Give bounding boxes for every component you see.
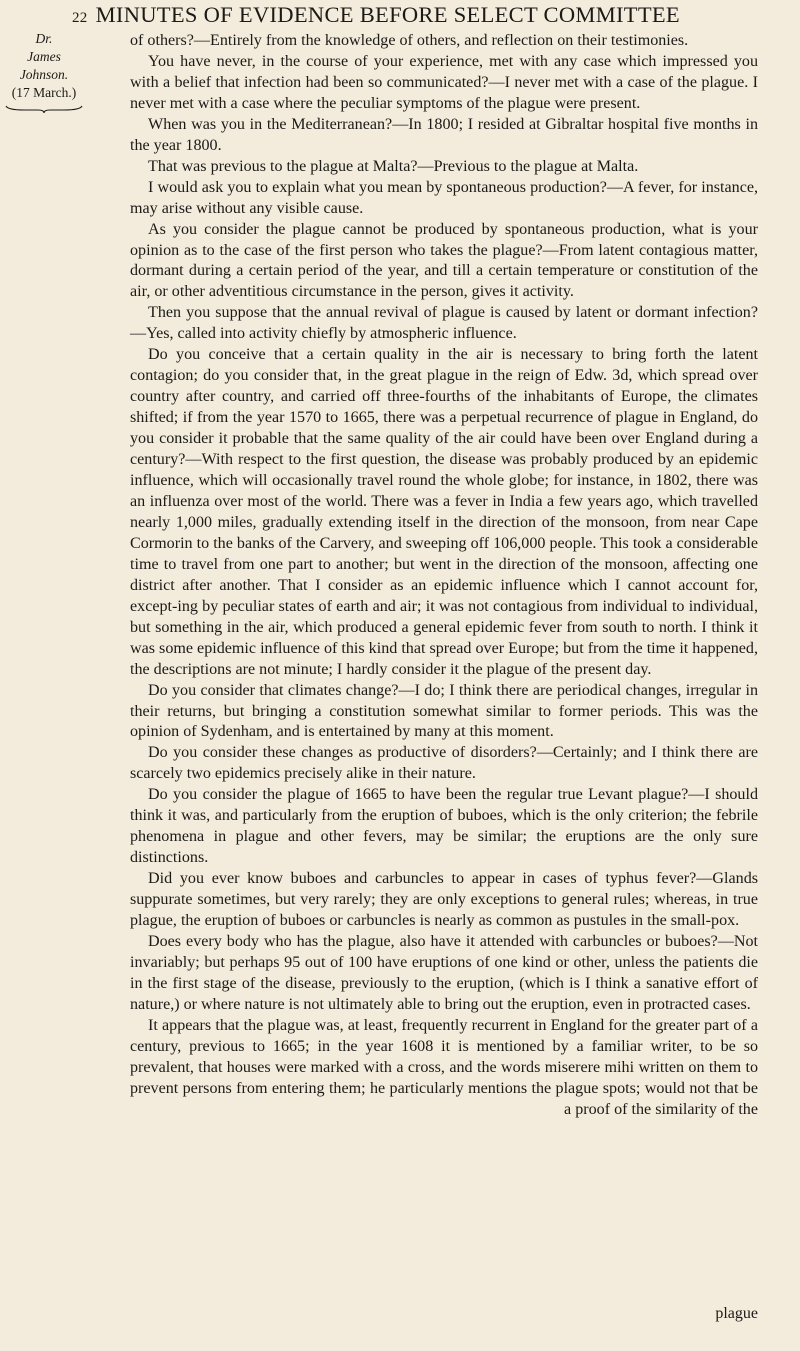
margin-note-date: (17 March.): [11, 85, 77, 100]
paragraph: Do you conceive that a certain quality in the air is necessary to bring forth the latent contagion; do you consider that, in the great plague in the reign of Edw. 3d, which spread over country after country, and carried off three-fourths of the inhabitants of Europe, the climates shifted; if from the year 1570 to 1665, there was a perpetual recurrence of plague in England, do you consider it probable that the same quality of the air could have been over England during a century?—With respect to the first question, the disease was probably produced by an epidemic influence, which will occasionally travel round the whole globe; for instance, in 1802, there was an influenza over most of the world. There was a fever in India a few years ago, which travelled nearly 1,000 miles, gradually extending itself in the direction of the monsoon, from near Cape Cormorin to the banks of the Carvery, and sweeping off 106,000 people. This took a considerable time to travel from one part to another; but went in the direction of the monsoon, affecting one district after another. That I consider as an epidemic influence which I cannot account for, except-ing by peculiar states of earth and air; it was not contagious from individual to individual, but something in the air, which produced a general epidemic fever from south to north. I think it was some epidemic influence of this kind that spread over Europe; but from the time it happened, the descriptions are not minute; I hardly consider it the plague of the present day.: [130, 346, 758, 678]
margin-note-witness: James Johnson.: [19, 49, 69, 82]
paragraph: I would ask you to explain what you mean by spontaneous production?—A fever, for instance, may arise without any visible cause.: [130, 178, 758, 217]
paragraph: Does every body who has the plague, also have it attended with carbuncles or buboes?—Not invariably; but perhaps 95 out of 100 have eruptions of one kind or other, unless the patients die in the first stage of the disease, previously to the eruption, (which is I think a sanative effort of nature,) or where nature is not ultimately able to bring out the eruption, even in protracted cases.: [130, 932, 758, 1013]
paragraph: Then you suppose that the annual revival of plague is caused by latent or dormant infection?—Yes, called into activity chiefly by atmospheric influence.: [130, 304, 758, 343]
paragraph: Did you ever know buboes and carbuncles to appear in cases of typhus fever?—Glands suppurate sometimes, but very rarely; they are only exceptions to general rules; whereas, in true plague, the eruption of buboes or carbuncles is nearly as common as pustules in the small-pox.: [130, 870, 758, 930]
paragraph: That was previous to the plague at Malta?—Previous to the plague at Malta.: [148, 157, 639, 175]
paragraph: It appears that the plague was, at least, frequently recurrent in England for the greater part of a century, previous to 1665; in the year 1608 it is mentioned by a familiar writer, to be so prevalent, that houses were marked with a cross, and the words miserere mihi written on them to prevent persons from entering them; he particularly mentions the plague spots; would not that be a proof of the similarity of the: [130, 1016, 758, 1118]
brace-icon: [4, 104, 84, 114]
paragraph: As you consider the plague cannot be produced by spontaneous production, what is your opinion as to the case of the first person who takes the plague?—From latent contagious matter, dormant during a certain period of the year, and till a certain temperature or constitution of the air, or other adventitious circumstance in the person, gives it activity.: [130, 220, 758, 301]
margin-note-title: Dr.: [35, 31, 53, 46]
paragraph: You have never, in the course of your experience, met with any case which impressed you with a belief that infection had been so communicated?—I never met with a case of the plague. I never met with a case where the peculiar symptoms of the plague were present.: [130, 52, 758, 112]
paragraph: of others?—Entirely from the knowledge of others, and reflection on their testimonies.: [130, 32, 689, 49]
paragraph: Do you consider the plague of 1665 to have been the regular true Levant plague?—I should think it was, and particularly from the eruption of buboes, which is the only criterion; the febrile phenomena in plague and other fevers, may be similar; the eruptions are the only sure distinctions.: [130, 786, 758, 867]
paragraph: Do you consider that climates change?—I do; I think there are periodical changes, irregular in their returns, but bringing a constitution somewhat similar to former periods. This was the opinion of Sydenham, and is entertained by many at this moment.: [130, 681, 758, 741]
margin-note: [4, 30, 84, 114]
page-title: MINUTES OF EVIDENCE BEFORE SELECT COMMITTEE: [95, 2, 680, 27]
paragraph: Do you consider these changes as productive of disorders?—Certainly; and I think there are scarcely two epidemics precisely alike in their nature.: [130, 744, 758, 783]
paragraph: When was you in the Mediterranean?—In 1800; I resided at Gibraltar hospital five months in the year 1800.: [130, 115, 758, 154]
page-number: 22: [72, 10, 88, 26]
body-text: [130, 31, 758, 1121]
catchword: plague: [715, 1305, 758, 1322]
running-head: [72, 2, 772, 32]
